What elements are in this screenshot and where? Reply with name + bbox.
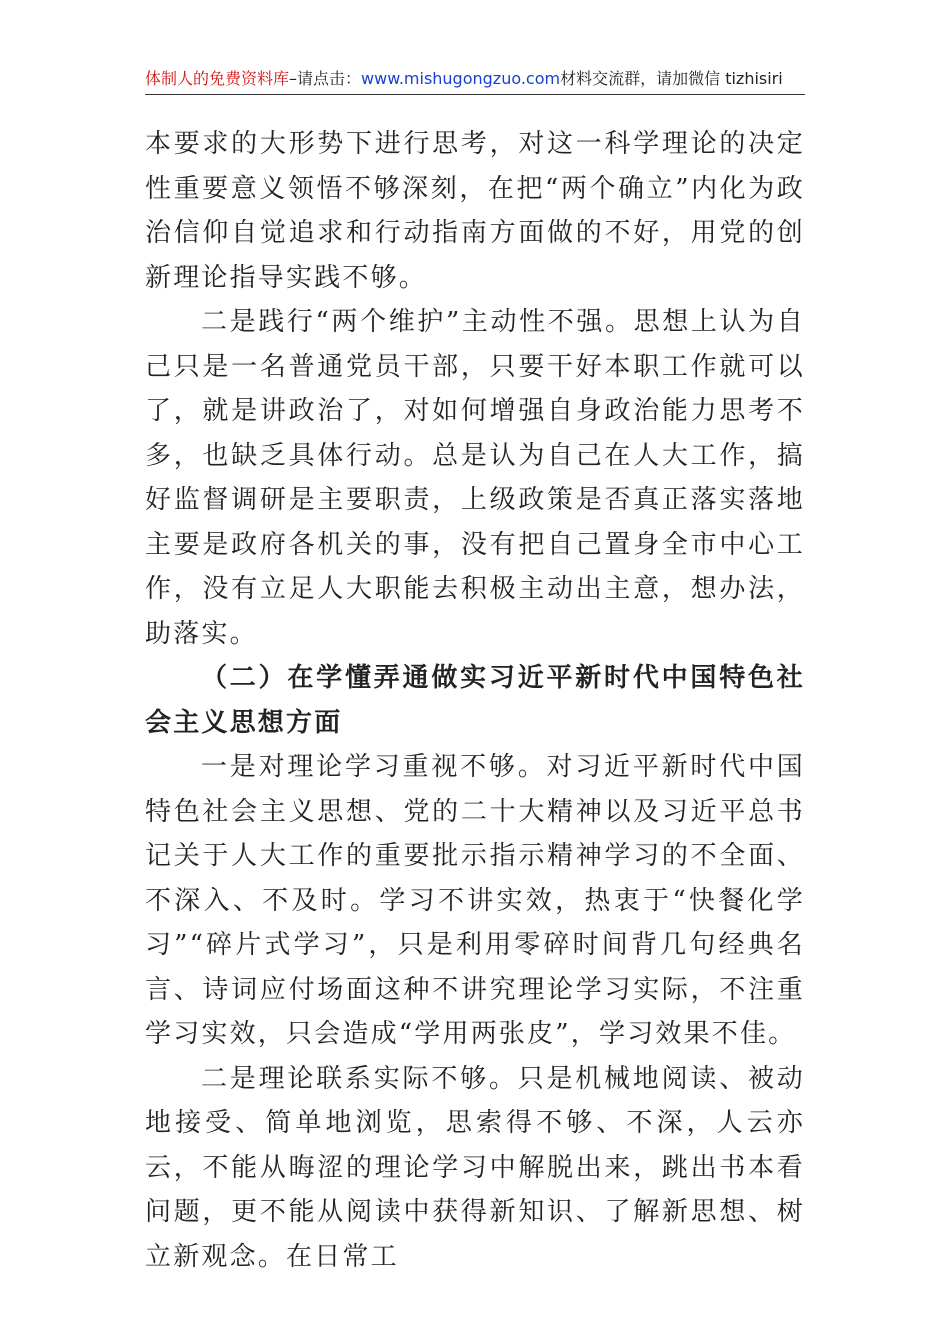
paragraph-point-two-b: 二是理论联系实际不够。只是机械地阅读、被动地接受、简单地浏览，思索得不够、不深，人云亦云，不能从晦涩的理论学习中解脱出来，跳出书本看问题，更不能从阅读中获得新知识、了解新思想、树立新观念。在日常工 (145, 1063, 805, 1272)
paragraph-continuation: 本要求的大形势下进行思考，对这一科学理论的决定性重要意义领悟不够深刻，在把“两个确立”内化为政治信仰自觉追求和行动指南方面做的不好，用党的创新理论指导实践不够。 (145, 129, 805, 293)
site-url-link[interactable]: www.mishugongzuo.com (361, 69, 561, 88)
document-body (145, 122, 805, 1279)
paragraph-point-two: 二是践行“两个维护”主动性不强。思想上认为自己只是一名普通党员干部，只要干好本职工作就可以了，就是讲政治了，对如何增强自身政治能力思考不多，也缺乏具体行动。总是认为自己在人大工作，搞好监督调研是主要职责，上级政策是否真正落实落地主要是政府各机关的事，没有把自己置身全市中心工作，没有立足人大职能去积极主动出主意，想办法，助落实。 (145, 307, 805, 649)
site-name: 体制人的免费资料库 (145, 69, 290, 88)
page-header (145, 66, 805, 95)
header-prompt: –请点击： (289, 69, 362, 88)
section-heading: （二）在学懂弄通做实习近平新时代中国特色社会主义思想方面 (145, 663, 805, 738)
paragraph-point-one: 一是对理论学习重视不够。对习近平新时代中国特色社会主义思想、党的二十大精神以及习近平总书记关于人大工作的重要批示指示精神学习的不全面、不深入、不及时。学习不讲实效，热衷于“快餐化学习”“碎片式学习”，只是利用零碎时间背几句经典名言、诗词应付场面这种不讲究理论学习实际，不注重学习实效，只会造成“学用两张皮”，学习效果不佳。 (145, 752, 805, 1049)
header-contact: 材料交流群，请加微信 tizhisiri (560, 69, 783, 88)
